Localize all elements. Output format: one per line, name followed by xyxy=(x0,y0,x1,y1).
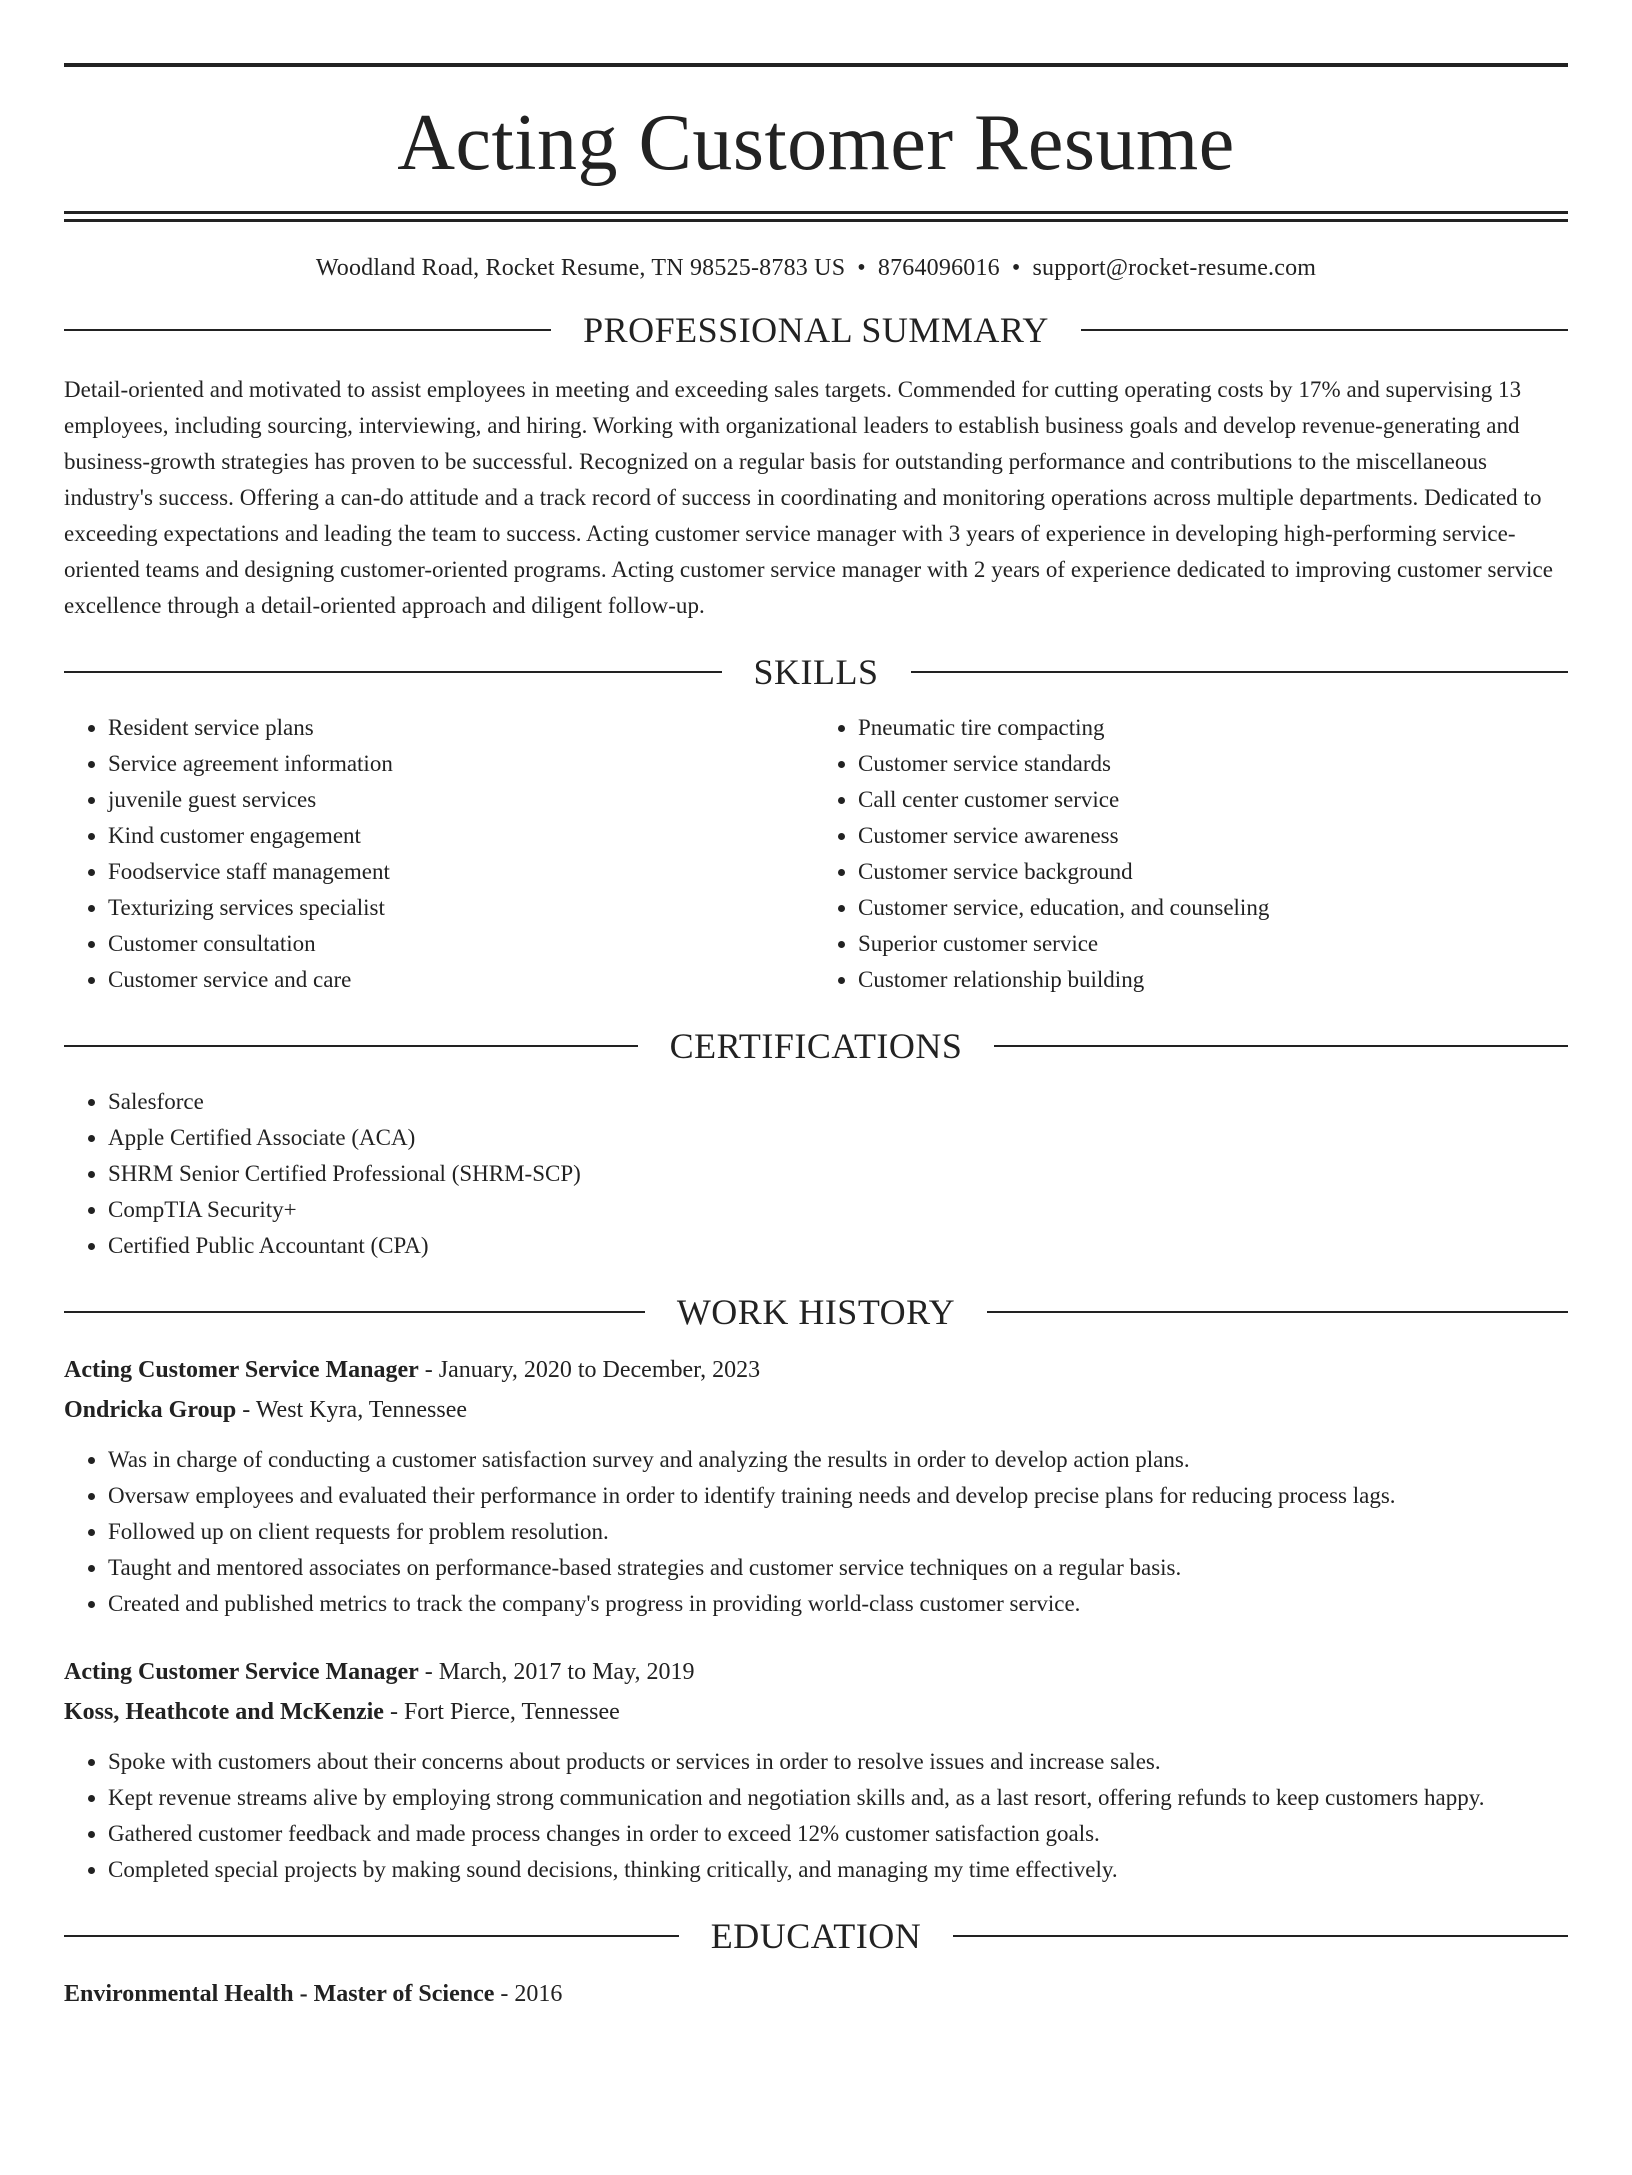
skill-item: • Customer service and care xyxy=(108,962,816,998)
certifications-block xyxy=(64,1084,1568,1264)
skills-list-right xyxy=(816,710,1568,998)
job-title-line xyxy=(64,1350,1568,1390)
job-company-line xyxy=(64,1692,1568,1732)
contact-address: Woodland Road, Rocket Resume, TN 98525-8783 US xyxy=(315,255,846,281)
job-company: Koss, Heathcote and McKenzie xyxy=(64,1699,384,1725)
skill-item: • Service agreement information xyxy=(108,746,816,782)
job-company: Ondricka Group xyxy=(64,1397,237,1423)
section-rule xyxy=(64,671,722,673)
contact-phone: 8764096016 xyxy=(877,255,1000,281)
contact-line xyxy=(64,255,1568,282)
job-dates: - January, 2020 to December, 2023 xyxy=(418,1357,761,1383)
job-spacer xyxy=(64,1622,1568,1652)
top-rule xyxy=(64,63,1568,67)
education-line xyxy=(64,1974,1568,2014)
job-bullet: • Spoke with customers about their concerns about products or services in order to resolve issues and increase sales. xyxy=(108,1744,1568,1780)
resume-title: Acting Customer Resume xyxy=(397,99,1235,187)
job-bullet: • Followed up on client requests for problem resolution. xyxy=(108,1514,1568,1550)
section-title: PROFESSIONAL SUMMARY xyxy=(583,310,1049,350)
section-rule xyxy=(64,1311,645,1313)
skill-item: • Customer service, education, and counseling xyxy=(858,890,1568,926)
skills-list-left xyxy=(64,710,816,998)
work-history-section-header xyxy=(64,1294,1568,1330)
contact-email: support@rocket-resume.com xyxy=(1032,255,1317,281)
certification-item: • SHRM Senior Certified Professional (SHRM-SCP) xyxy=(108,1156,1568,1192)
contact-separator: • xyxy=(857,255,866,281)
summary-section-header xyxy=(64,312,1568,348)
education-entry xyxy=(64,1974,1568,2014)
skill-item: • Customer service standards xyxy=(858,746,1568,782)
section-title: SKILLS xyxy=(753,652,879,692)
job-bullet: • Kept revenue streams alive by employing strong communication and negotiation skills and, as a last resort, offering refunds to keep customers happy. xyxy=(108,1780,1568,1816)
job-bullet: • Was in charge of conducting a customer satisfaction survey and analyzing the results in order to develop action plans. xyxy=(108,1442,1568,1478)
job-position: Acting Customer Service Manager xyxy=(64,1659,419,1685)
job-title-line xyxy=(64,1652,1568,1692)
skill-item: • juvenile guest services xyxy=(108,782,816,818)
education-section-header xyxy=(64,1918,1568,1954)
resume-page xyxy=(0,63,1632,2175)
certifications-list xyxy=(64,1084,1568,1264)
job-bullet-list xyxy=(64,1744,1568,1888)
section-rule xyxy=(953,1935,1568,1937)
job-bullet: • Created and published metrics to track the company's progress in providing world-class customer service. xyxy=(108,1586,1568,1622)
job-location: - Fort Pierce, Tennessee xyxy=(383,1699,620,1725)
section-rule xyxy=(987,1311,1568,1313)
contact-separator: • xyxy=(1011,255,1021,281)
job-entry-1 xyxy=(64,1350,1568,1622)
job-dates: - March, 2017 to May, 2019 xyxy=(418,1659,695,1685)
section-title: CERTIFICATIONS xyxy=(669,1026,963,1066)
job-bullet: • Completed special projects by making sound decisions, thinking critically, and managing my time effectively. xyxy=(108,1852,1568,1888)
skill-item: • Pneumatic tire compacting xyxy=(858,710,1568,746)
job-entry-2 xyxy=(64,1652,1568,1888)
skill-item: • Customer consultation xyxy=(108,926,816,962)
section-rule xyxy=(911,671,1569,673)
certifications-section-header xyxy=(64,1028,1568,1064)
certification-item: • Salesforce xyxy=(108,1084,1568,1120)
summary-text: Detail-oriented and motivated to assist employees in meeting and exceeding sales targets. Commended for cutting operating costs by 17% and supervising 13 employees, including sourcing, interviewing, and hiring. Working with organizational leaders to establish business goals and develop revenue-generating and business-growth strategies has proven to be successful. Recognized on a regular basis for outstanding performance and contributions to the miscellaneous industry's success. Offering a can-do attitude and a track record of success in coordinating and monitoring operations across multiple departments. Dedicated to exceeding expectations and leading the team to success. Acting customer service manager with 3 years of experience in developing high-performing service-oriented teams and designing customer-oriented programs. Acting customer service manager with 2 years of experience dedicated to improving customer service excellence through a detail-oriented approach and diligent follow-up. xyxy=(64,377,1554,618)
title-double-rule xyxy=(64,211,1568,222)
skill-item: • Kind customer engagement xyxy=(108,818,816,854)
skill-item: • Call center customer service xyxy=(858,782,1568,818)
skill-item: • Superior customer service xyxy=(858,926,1568,962)
skills-columns xyxy=(64,710,1568,998)
section-rule xyxy=(1081,329,1568,331)
skill-item: • Customer service background xyxy=(858,854,1568,890)
section-rule xyxy=(64,1935,679,1937)
section-rule xyxy=(994,1045,1568,1047)
skill-item: • Customer relationship building xyxy=(858,962,1568,998)
job-bullets xyxy=(64,1744,1568,1888)
certification-item: • Apple Certified Associate (ACA) xyxy=(108,1120,1568,1156)
job-bullet: • Taught and mentored associates on performance-based strategies and customer service techniques on a regular basis. xyxy=(108,1550,1568,1586)
job-bullet-list xyxy=(64,1442,1568,1622)
skills-column-right xyxy=(816,710,1568,998)
certification-item: • CompTIA Security+ xyxy=(108,1192,1568,1228)
section-rule xyxy=(64,329,551,331)
education-degree: Environmental Health - Master of Science xyxy=(64,1981,495,2007)
skills-column-left xyxy=(64,710,816,998)
certification-item: • Certified Public Accountant (CPA) xyxy=(108,1228,1568,1264)
job-location: - West Kyra, Tennessee xyxy=(236,1397,468,1423)
job-company-line xyxy=(64,1390,1568,1430)
skill-item: • Resident service plans xyxy=(108,710,816,746)
job-bullet: • Oversaw employees and evaluated their performance in order to identify training needs and develop precise plans for reducing process lags. xyxy=(108,1478,1568,1514)
job-bullets xyxy=(64,1442,1568,1622)
skill-item: • Texturizing services specialist xyxy=(108,890,816,926)
skill-item: • Foodservice staff management xyxy=(108,854,816,890)
skill-item: • Customer service awareness xyxy=(858,818,1568,854)
section-title: EDUCATION xyxy=(710,1916,922,1956)
section-rule xyxy=(64,1045,638,1047)
job-position: Acting Customer Service Manager xyxy=(64,1357,419,1383)
job-bullet: • Gathered customer feedback and made process changes in order to exceed 12% customer satisfaction goals. xyxy=(108,1816,1568,1852)
skills-section-header xyxy=(64,654,1568,690)
education-year: - 2016 xyxy=(494,1981,563,2007)
section-title: WORK HISTORY xyxy=(676,1292,956,1332)
